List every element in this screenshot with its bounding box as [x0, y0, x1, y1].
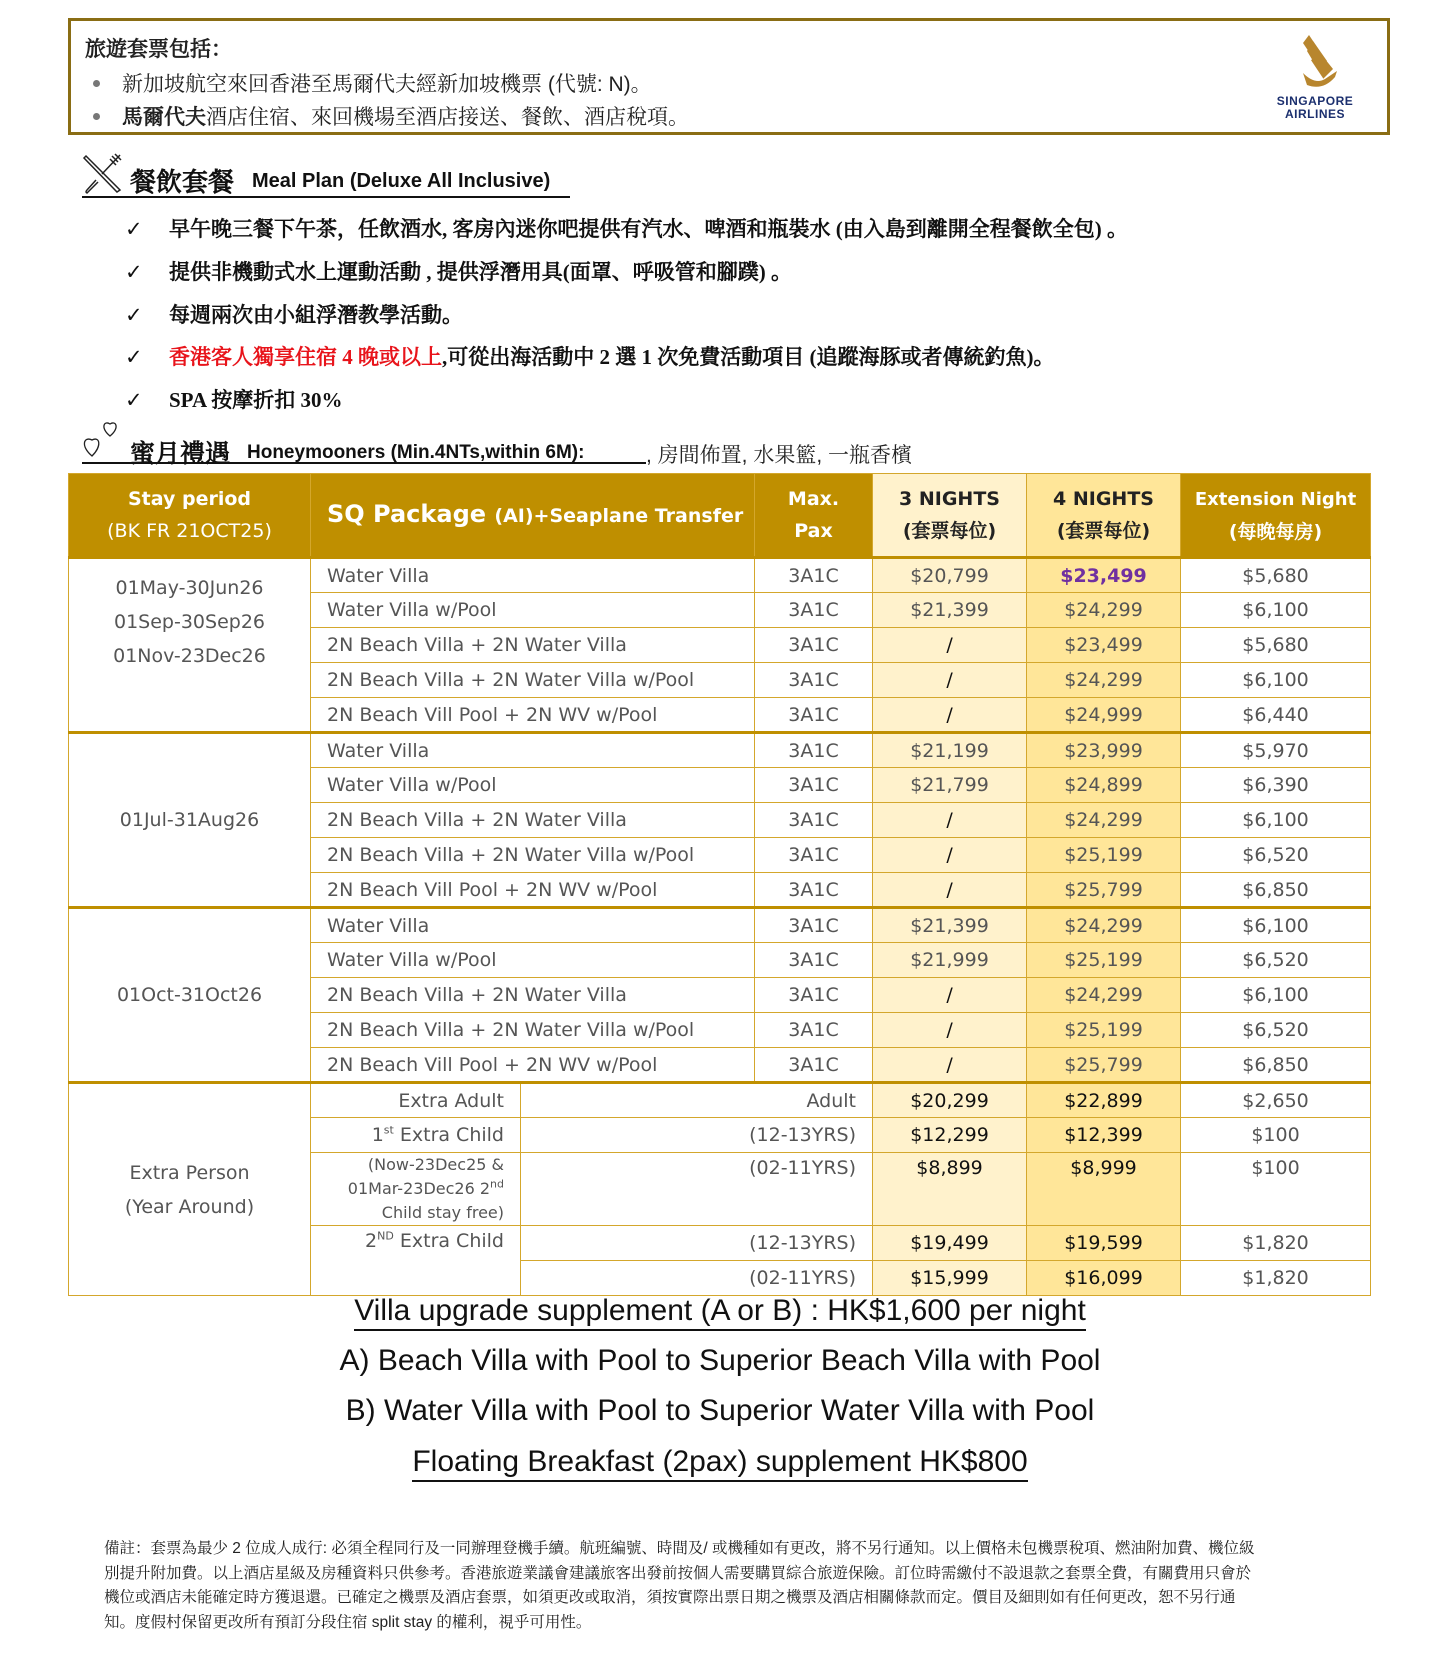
logo-text-line1: SINGAPORE: [1276, 94, 1354, 108]
price-4-nights-cell: $25,799: [1027, 1048, 1181, 1083]
extension-night-cell: $6,520: [1181, 838, 1371, 873]
package-cell: Water Villa w/Pool: [311, 943, 755, 978]
table-row: [69, 1083, 1371, 1118]
second-extra-child-label: 2ND Extra Child: [311, 1226, 521, 1296]
honeymoon-title-en: Honeymooners (Min.4NTs,within 6M):: [247, 442, 585, 463]
inclusion-item: 馬爾代夫酒店住宿、來回機場至酒店接送、餐飲、酒店稅項。: [93, 101, 689, 131]
meal-plan-title-zh: 餐飲套餐: [130, 167, 235, 197]
price-4-nights-cell: $23,499: [1027, 628, 1181, 663]
check-icon: ✓: [125, 260, 143, 284]
stay-period-label: 01Oct-31Oct26: [116, 984, 263, 1006]
price-3-nights-cell: $12,299: [873, 1118, 1027, 1153]
stay-period-label: 01Nov-23Dec26: [113, 645, 266, 667]
stay-period-cell: [69, 558, 311, 733]
max-pax-cell: 3A1C: [755, 558, 873, 593]
extra-type-cell: (12-13YRS): [521, 1118, 873, 1153]
price-3-nights-cell: $19,499: [873, 1226, 1027, 1261]
footer-line: 別提升附加費。以上酒店星級及房種資料只供參考。香港旅遊業議會建議旅客出發前按個人需要購買綜合旅遊保險。訂位時需繳付不設退款之套票全費，有關費用只會於: [104, 1564, 1252, 1582]
price-4-nights-cell: $25,199: [1027, 1013, 1181, 1048]
extension-night-cell: $6,520: [1181, 943, 1371, 978]
table-header-row: [69, 474, 1371, 558]
package-cell: 2N Beach Vill Pool + 2N WV w/Pool: [311, 873, 755, 908]
max-pax-cell: 3A1C: [755, 943, 873, 978]
max-pax-cell: 3A1C: [755, 838, 873, 873]
bullet-dot-icon: [93, 80, 100, 87]
price-3-nights-cell: $21,999: [873, 943, 1027, 978]
extension-night-cell: $6,440: [1181, 698, 1371, 733]
header-max-pax: Max. Pax: [755, 474, 873, 558]
header-stay-period: Stay period (BK FR 21OCT25): [69, 474, 311, 558]
price-4-nights-cell: $23,499: [1027, 558, 1181, 593]
stay-period-label: 01Jul-31Aug26: [119, 809, 260, 831]
extra-person-period-cell: [69, 1083, 311, 1296]
meal-plan-title-en: Meal Plan (Deluxe All Inclusive): [252, 170, 551, 192]
meal-plan-item: ✓ 早午晚三餐下午茶，任飲酒水, 客房內迷你吧提供有汽水、啤酒和瓶裝水 (由入島到離開全程餐飲全包) 。: [125, 217, 1128, 241]
check-icon: ✓: [125, 303, 143, 327]
max-pax-cell: 3A1C: [755, 978, 873, 1013]
check-icon: ✓: [125, 217, 143, 241]
inclusion-item: 新加坡航空來回香港至馬爾代夫經新加坡機票 (代號: N)。: [93, 68, 652, 98]
extension-night-cell: $5,680: [1181, 558, 1371, 593]
stay-period-label: Extra Person: [129, 1161, 250, 1184]
max-pax-cell: 3A1C: [755, 1013, 873, 1048]
price-4-nights-cell: $25,799: [1027, 873, 1181, 908]
price-4-nights-cell: $19,599: [1027, 1226, 1181, 1261]
package-cell: Water Villa w/Pool: [311, 768, 755, 803]
extension-night-cell: $5,970: [1181, 733, 1371, 768]
inclusions-box: [68, 18, 1390, 135]
meal-plan-item: ✓ 香港客人獨享住宿 4 晚或以上,可從出海活動中 2 選 1 次免費活動項目 (追蹤海豚或者傳統釣魚)。: [125, 345, 1055, 369]
fork-knife-icon: [82, 152, 124, 194]
package-cell: Water Villa: [311, 558, 755, 593]
footer-line: 備註：套票為最少 2 位成人成行: 必須全程同行及一同辦理登機手續。航班編號、時間及/ 或機種如有更改，將不另行通知。以上價格未包機票稅項、燃油附加費、機位級: [104, 1540, 1255, 1557]
price-3-nights-cell: $21,199: [873, 733, 1027, 768]
footer-remarks: [104, 1537, 1369, 1635]
package-cell: 2N Beach Villa + 2N Water Villa: [311, 803, 755, 838]
floating-breakfast-supplement: Floating Breakfast (2pax) supplement HK$800: [0, 1444, 1440, 1482]
package-cell: 2N Beach Vill Pool + 2N WV w/Pool: [311, 698, 755, 733]
price-3-nights-cell: $20,299: [873, 1083, 1027, 1118]
stay-period-cell: [69, 733, 311, 908]
price-3-nights-cell: /: [873, 663, 1027, 698]
max-pax-cell: 3A1C: [755, 628, 873, 663]
stay-period-label: 01May-30Jun26: [115, 577, 264, 599]
table-row: [69, 558, 1371, 593]
max-pax-cell: 3A1C: [755, 593, 873, 628]
meal-plan-item: ✓ 每週兩次由小組浮潛教學活動。: [125, 303, 463, 327]
package-cell: 2N Beach Villa + 2N Water Villa w/Pool: [311, 663, 755, 698]
extension-night-cell: $6,850: [1181, 1048, 1371, 1083]
extension-night-cell: $1,820: [1181, 1261, 1371, 1296]
max-pax-cell: 3A1C: [755, 698, 873, 733]
price-3-nights-cell: /: [873, 1048, 1027, 1083]
price-4-nights-cell: $24,999: [1027, 698, 1181, 733]
stay-period-label: 01Sep-30Sep26: [113, 611, 265, 633]
price-3-nights-cell: $21,799: [873, 768, 1027, 803]
inclusions-title: 旅遊套票包括：: [85, 38, 232, 61]
extension-night-cell: $6,850: [1181, 873, 1371, 908]
price-3-nights-cell: $21,399: [873, 908, 1027, 943]
extension-night-cell: $6,520: [1181, 1013, 1371, 1048]
upgrade-option-a: A) Beach Villa with Pool to Superior Beach Villa with Pool: [339, 1344, 1101, 1377]
bird-logo-icon: [1289, 33, 1341, 95]
extension-night-cell: $6,390: [1181, 768, 1371, 803]
price-4-nights-cell: $22,899: [1027, 1083, 1181, 1118]
price-4-nights-cell: $24,299: [1027, 593, 1181, 628]
extension-night-cell: $6,100: [1181, 663, 1371, 698]
price-4-nights-cell: $25,199: [1027, 838, 1181, 873]
second-child-free-note: (Now-23Dec25 & 01Mar-23Dec26 2nd Child stay free): [311, 1153, 521, 1226]
bullet-dot-icon: [93, 113, 100, 120]
extension-night-cell: $100: [1181, 1153, 1371, 1226]
header-package: SQ Package (AI)+Seaplane Transfer: [311, 474, 755, 558]
honeymoon-title-zh: 蜜月禮遇: [130, 440, 231, 468]
footer-line: 機位或酒店未能確定時方獲退還。已確定之機票及酒店套票，如須更改或取消，須按實際出票日期之機票及酒店相關條款而定。價目及細則如有任何更改，恕不另行通: [104, 1589, 1236, 1606]
table-row: [69, 908, 1371, 943]
extra-type-cell: Adult: [521, 1083, 873, 1118]
extension-night-cell: $6,100: [1181, 593, 1371, 628]
price-4-nights-cell: $24,299: [1027, 908, 1181, 943]
max-pax-cell: 3A1C: [755, 663, 873, 698]
price-3-nights-cell: /: [873, 698, 1027, 733]
meal-plan-heading: [82, 148, 570, 198]
meal-plan-item: ✓ 提供非機動式水上運動活動 , 提供浮潛用具(面罩、呼吸管和腳蹼) 。: [125, 260, 792, 284]
extra-adult-label: Extra Adult: [311, 1083, 521, 1118]
price-table: [68, 473, 1371, 1296]
header-4-nights: 4 NIGHTS (套票每位): [1027, 474, 1181, 558]
extra-type-cell: (02-11YRS): [521, 1153, 873, 1226]
extension-night-cell: $6,100: [1181, 978, 1371, 1013]
max-pax-cell: 3A1C: [755, 1048, 873, 1083]
extension-night-cell: $100: [1181, 1118, 1371, 1153]
singapore-airlines-logo: [1265, 33, 1365, 125]
package-cell: 2N Beach Villa + 2N Water Villa w/Pool: [311, 1013, 755, 1048]
logo-text-line2: AIRLINES: [1284, 107, 1345, 121]
price-4-nights-cell: $16,099: [1027, 1261, 1181, 1296]
price-4-nights-cell: $24,899: [1027, 768, 1181, 803]
price-3-nights-cell: $8,899: [873, 1153, 1027, 1226]
stay-period-cell: [69, 908, 311, 1083]
max-pax-cell: 3A1C: [755, 908, 873, 943]
package-cell: 2N Beach Villa + 2N Water Villa: [311, 978, 755, 1013]
package-cell: 2N Beach Villa + 2N Water Villa w/Pool: [311, 838, 755, 873]
price-4-nights-cell: $24,299: [1027, 978, 1181, 1013]
max-pax-cell: 3A1C: [755, 873, 873, 908]
price-3-nights-cell: $21,399: [873, 593, 1027, 628]
header-3-nights: 3 NIGHTS (套票每位): [873, 474, 1027, 558]
package-cell: Water Villa: [311, 908, 755, 943]
price-4-nights-cell: $23,999: [1027, 733, 1181, 768]
price-3-nights-cell: /: [873, 978, 1027, 1013]
extension-night-cell: $5,680: [1181, 628, 1371, 663]
extension-night-cell: $1,820: [1181, 1226, 1371, 1261]
price-3-nights-cell: /: [873, 628, 1027, 663]
stay-period-label: (Year Around): [124, 1195, 255, 1218]
price-4-nights-cell: $12,399: [1027, 1118, 1181, 1153]
max-pax-cell: 3A1C: [755, 768, 873, 803]
price-3-nights-cell: /: [873, 838, 1027, 873]
meal-plan-item: ✓ SPA 按摩折扣 30%: [125, 388, 343, 412]
price-3-nights-cell: $20,799: [873, 558, 1027, 593]
price-3-nights-cell: $15,999: [873, 1261, 1027, 1296]
villa-upgrade-supplement: Villa upgrade supplement (A or B) : HK$1,600 per night: [0, 1293, 1440, 1331]
package-cell: Water Villa w/Pool: [311, 593, 755, 628]
header-extension-night: Extension Night (每晚每房): [1181, 474, 1371, 558]
extension-night-cell: $2,650: [1181, 1083, 1371, 1118]
upgrade-option-b: B) Water Villa with Pool to Superior Water Villa with Pool: [345, 1394, 1095, 1427]
package-cell: Water Villa: [311, 733, 755, 768]
honeymoon-benefits: , 房間佈置, 水果籃, 一瓶香檳: [646, 444, 913, 467]
max-pax-cell: 3A1C: [755, 733, 873, 768]
hearts-icon: [82, 420, 126, 458]
price-3-nights-cell: /: [873, 1013, 1027, 1048]
footer-line: 知。度假村保留更改所有預訂分段住宿 split stay 的權利，視乎可用性。: [104, 1613, 592, 1631]
price-3-nights-cell: /: [873, 803, 1027, 838]
extra-type-cell: (02-11YRS): [521, 1261, 873, 1296]
extra-type-cell: (12-13YRS): [521, 1226, 873, 1261]
check-icon: ✓: [125, 345, 143, 369]
extension-night-cell: $6,100: [1181, 803, 1371, 838]
first-extra-child-label: 1st Extra Child: [311, 1118, 521, 1153]
max-pax-cell: 3A1C: [755, 803, 873, 838]
price-3-nights-cell: /: [873, 873, 1027, 908]
honeymoon-line: [82, 420, 940, 468]
price-4-nights-cell: $24,299: [1027, 663, 1181, 698]
price-4-nights-cell: $8,999: [1027, 1153, 1181, 1226]
check-icon: ✓: [125, 388, 143, 412]
table-row: [69, 733, 1371, 768]
package-cell: 2N Beach Vill Pool + 2N WV w/Pool: [311, 1048, 755, 1083]
package-cell: 2N Beach Villa + 2N Water Villa: [311, 628, 755, 663]
price-4-nights-cell: $24,299: [1027, 803, 1181, 838]
price-4-nights-cell: $25,199: [1027, 943, 1181, 978]
extension-night-cell: $6,100: [1181, 908, 1371, 943]
